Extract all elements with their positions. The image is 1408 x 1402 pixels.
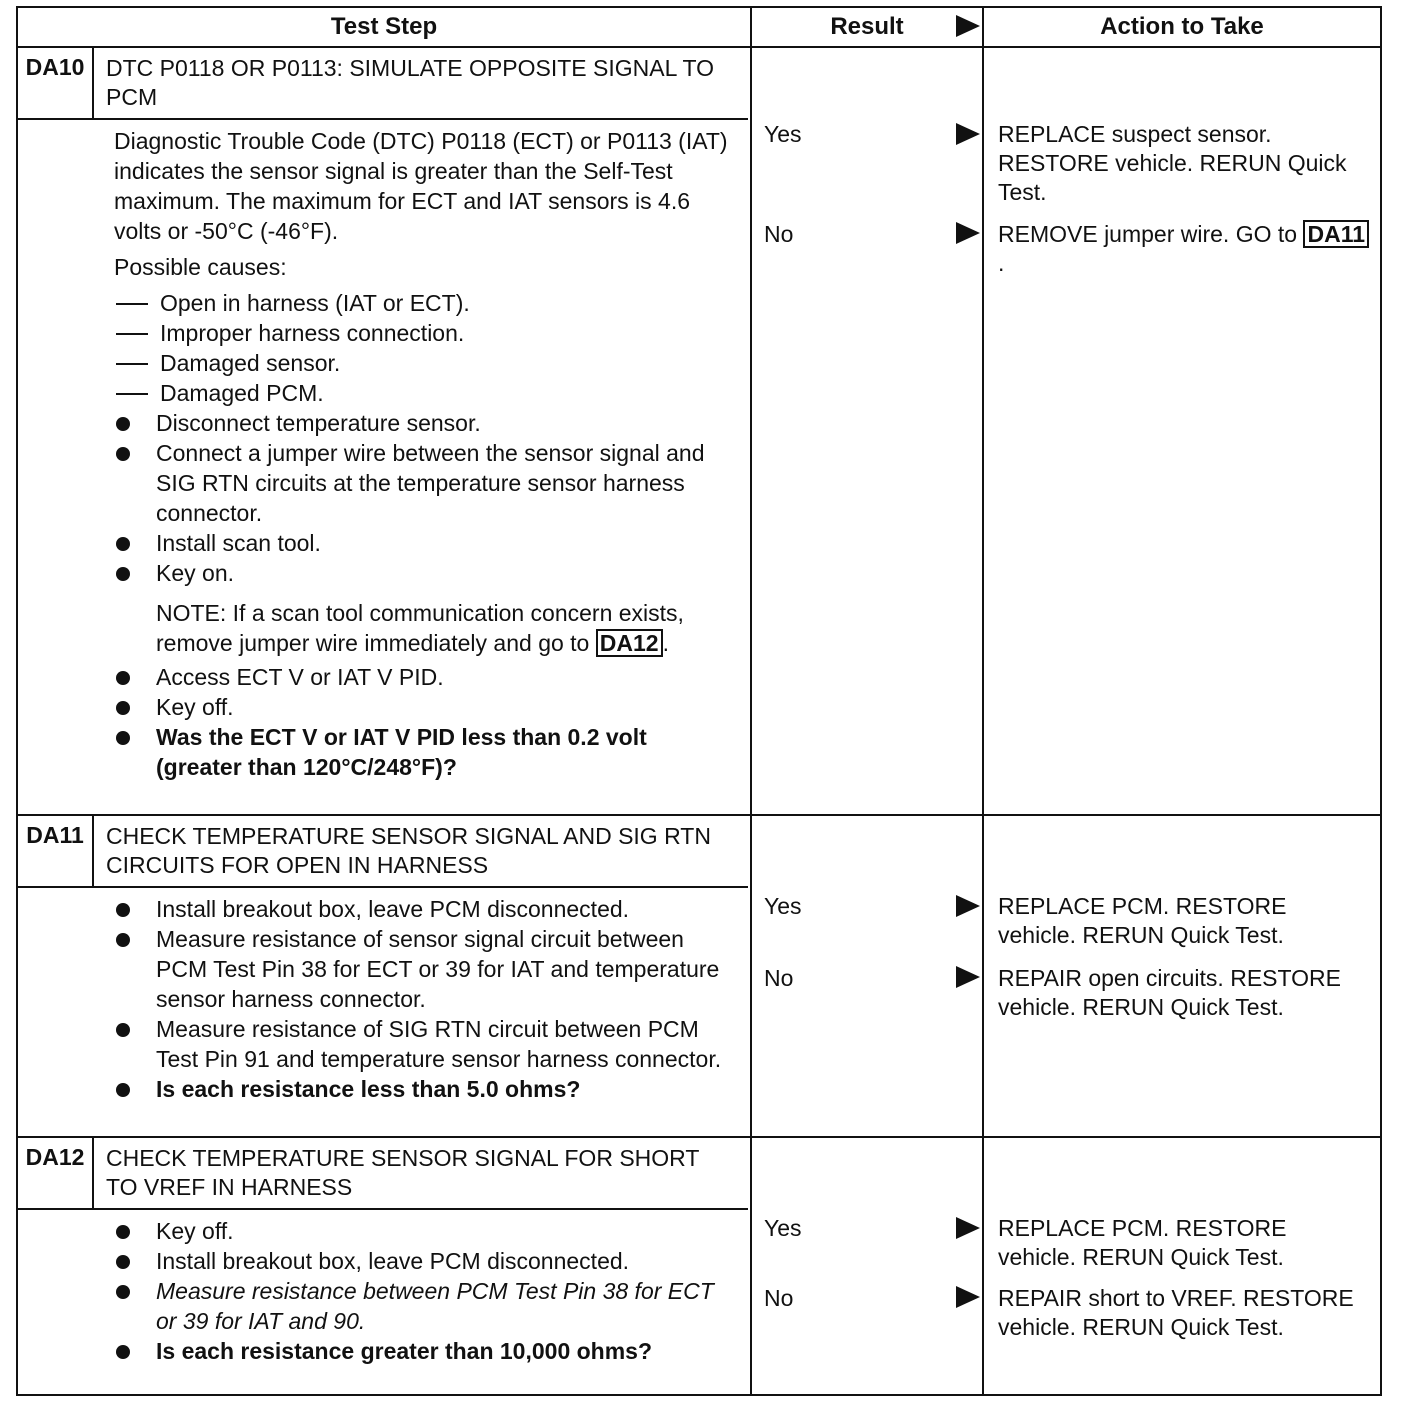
procedure-list <box>114 1216 730 1366</box>
list-item: Measure resistance of SIG RTN circuit between PCM Test Pin 91 and temperature sensor harness connector. <box>114 1014 730 1074</box>
list-item: Measure resistance of sensor signal circuit between PCM Test Pin 38 for ECT or 39 for IAT and temperature sensor harness connector. <box>114 924 730 1014</box>
step-title-bar <box>18 48 748 120</box>
note-text: NOTE: If a scan tool communication concern exists, remove jumper wire immediately and go to <box>156 600 684 656</box>
diagnostic-table-sheet <box>16 6 1380 1394</box>
causes-list <box>114 288 730 408</box>
action-cell-da10 <box>983 47 1381 815</box>
action-yes: REPLACE suspect sensor. RESTORE vehicle. RERUN Quick Test. <box>998 121 1347 205</box>
step-question: Is each resistance less than 5.0 ohms? <box>114 1074 730 1104</box>
step-question: Is each resistance greater than 10,000 ohms? <box>114 1336 730 1366</box>
step-id: DA12 <box>18 1138 94 1208</box>
result-cell-da11 <box>751 815 983 1137</box>
arrow-right-icon <box>956 1217 980 1239</box>
action-yes: REPLACE PCM. RESTORE vehicle. RERUN Quick Test. <box>998 893 1287 948</box>
action-no: REMOVE jumper wire. GO to DA11. <box>998 220 1370 278</box>
result-yes: Yes <box>764 893 802 919</box>
list-item: Connect a jumper wire between the sensor signal and SIG RTN circuits at the temperature sensor harness connector. <box>114 438 730 528</box>
step-title: CHECK TEMPERATURE SENSOR SIGNAL FOR SHORT TO VREF IN HARNESS <box>106 1145 699 1200</box>
step-title: CHECK TEMPERATURE SENSOR SIGNAL AND SIG RTN CIRCUITS FOR OPEN IN HARNESS <box>106 823 711 878</box>
action-no-text: REMOVE jumper wire. GO to <box>998 221 1298 247</box>
procedure-list <box>114 894 730 1104</box>
step-ref-link[interactable]: DA11 <box>1303 220 1369 248</box>
step-intro: Diagnostic Trouble Code (DTC) P0118 (ECT) or P0113 (IAT) indicates the sensor signal is greater than the Self-Test maximum. The maximum for ECT and IAT sensors is 4.6 volts or -50°C (-46°F). <box>114 128 728 244</box>
arrow-right-icon <box>956 895 980 917</box>
header-result-label: Result <box>830 13 904 40</box>
step-id: DA10 <box>18 48 94 118</box>
list-item: Disconnect temperature sensor. <box>114 408 730 438</box>
list-item: Damaged PCM. <box>114 378 730 408</box>
list-item: Open in harness (IAT or ECT). <box>114 288 730 318</box>
step-title-bar <box>18 816 748 888</box>
step-row-da10 <box>17 47 1381 815</box>
result-cell-da12 <box>751 1137 983 1395</box>
step-body <box>18 1210 750 1370</box>
arrow-right-icon <box>956 15 980 37</box>
result-yes: Yes <box>764 121 802 147</box>
header-result <box>751 7 983 47</box>
action-cell-da12 <box>983 1137 1381 1395</box>
result-cell-da10 <box>751 47 983 815</box>
header-action: Action to Take <box>983 7 1381 47</box>
arrow-right-icon <box>956 123 980 145</box>
step-cell-da12 <box>17 1137 751 1395</box>
action-no: REPAIR open circuits. RESTORE vehicle. RERUN Quick Test. <box>998 965 1341 1020</box>
action-no: REPAIR short to VREF. RESTORE vehicle. RERUN Quick Test. <box>998 1285 1354 1340</box>
step-row-da12 <box>17 1137 1381 1395</box>
arrow-right-icon <box>956 1286 980 1308</box>
step-body <box>18 120 750 786</box>
step-title-bar <box>18 1138 748 1210</box>
procedure-list <box>114 408 730 588</box>
list-item: Access ECT V or IAT V PID. <box>114 662 730 692</box>
header-test-step: Test Step <box>17 7 751 47</box>
result-no: No <box>764 965 794 991</box>
step-title: DTC P0118 OR P0113: SIMULATE OPPOSITE SIGNAL TO PCM <box>106 55 715 110</box>
step-cell-da11 <box>17 815 751 1137</box>
result-yes: Yes <box>764 1215 802 1241</box>
note: NOTE: If a scan tool communication concern exists, remove jumper wire immediately and go to DA12 . <box>156 600 684 656</box>
pinpoint-test-table <box>16 6 1382 1396</box>
causes-label: Possible causes: <box>114 254 287 280</box>
arrow-right-icon <box>956 966 980 988</box>
step-row-da11 <box>17 815 1381 1137</box>
step-ref-link[interactable]: DA12 <box>596 629 663 657</box>
action-yes: REPLACE PCM. RESTORE vehicle. RERUN Quick Test. <box>998 1215 1287 1270</box>
step-question: Was the ECT V or IAT V PID less than 0.2 volt (greater than 120°C/248°F)? <box>114 722 730 782</box>
list-item: Damaged sensor. <box>114 348 730 378</box>
list-item: Key off. <box>114 692 730 722</box>
step-body <box>18 888 750 1108</box>
procedure-list <box>114 662 730 782</box>
step-cell-da10 <box>17 47 751 815</box>
list-item: Install breakout box, leave PCM disconnected. <box>114 894 730 924</box>
header-row <box>17 7 1381 47</box>
step-id: DA11 <box>18 816 94 886</box>
result-no: No <box>764 221 794 247</box>
list-item: Improper harness connection. <box>114 318 730 348</box>
action-cell-da11 <box>983 815 1381 1137</box>
list-item: Key on. <box>114 558 730 588</box>
list-item: Install breakout box, leave PCM disconnected. <box>114 1246 730 1276</box>
list-item: Key off. <box>114 1216 730 1246</box>
list-item: Install scan tool. <box>114 528 730 558</box>
result-no: No <box>764 1285 794 1311</box>
arrow-right-icon <box>956 222 980 244</box>
list-item: Measure resistance between PCM Test Pin 38 for ECT or 39 for IAT and 90. <box>114 1276 730 1336</box>
